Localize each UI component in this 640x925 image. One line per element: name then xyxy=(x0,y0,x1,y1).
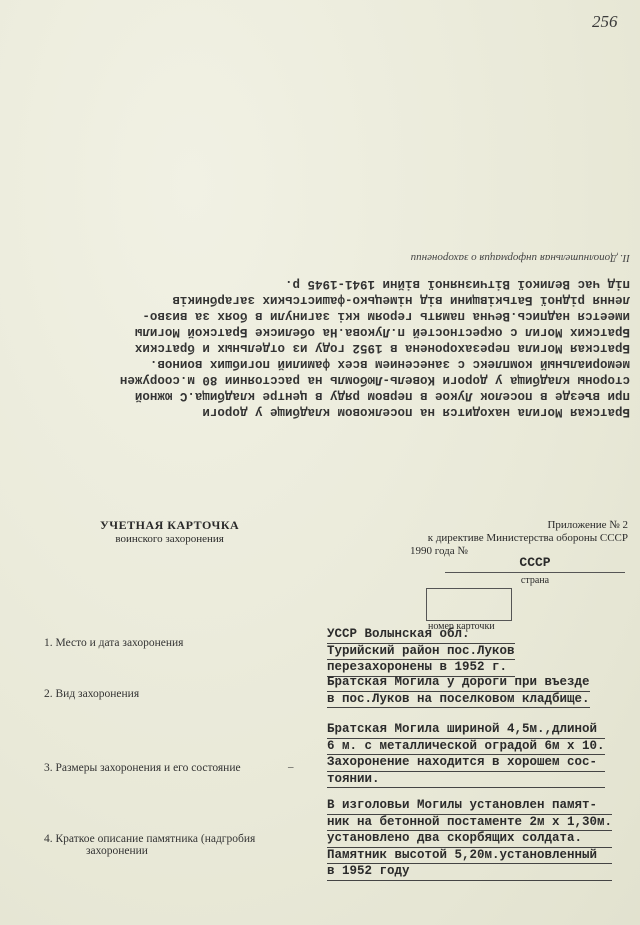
value-line: Турийский район пос.Луков xyxy=(327,644,515,661)
place-date-label: 1. Место и дата захоронения xyxy=(44,637,184,649)
burial-size-value xyxy=(327,722,605,788)
country-value: СССР xyxy=(445,555,625,573)
appendix-note xyxy=(398,519,628,558)
value-line: УССР Волынская обл. xyxy=(327,627,515,644)
reverse-line: Братских Могил с окрестностей п.Лукова.На обелиске Братской Могилы xyxy=(134,325,630,339)
value-line: Братская Могила у дороги при въезде xyxy=(327,675,590,692)
monument-label xyxy=(44,833,314,857)
reverse-line: стороны кладбища у дороги Ковель-Любомль на расстоянии 80 м.сооружен xyxy=(119,373,630,387)
reverse-heading: II. Дополнительная информация о захоронении xyxy=(410,252,630,264)
monument-label-line-1: 4. Краткое описание памятника (надгробия xyxy=(44,833,256,845)
appendix-line-2: к директиве Министерства обороны СССР xyxy=(427,532,628,544)
country-block xyxy=(445,555,625,586)
value-line: тоянии. xyxy=(327,772,605,789)
value-line: 6 м. с металлической оградой 6м х 10. xyxy=(327,739,605,756)
card-title-block xyxy=(100,518,239,545)
reverse-line: имеется надпись.Вечна память героям ккі загинули в боях за визво- xyxy=(142,309,630,323)
value-line: в 1952 году xyxy=(327,864,612,881)
value-line: в пос.Луков на поселковом кладбище. xyxy=(327,692,590,709)
value-line: установлено два скорбящих солдата. xyxy=(327,831,612,848)
reverse-side-text xyxy=(40,250,630,420)
card-number-box xyxy=(426,588,512,621)
value-line: Памятник высотой 5,20м.установленный xyxy=(327,848,612,865)
value-line: Захоронение находится в хорошем сос- xyxy=(327,755,605,772)
country-caption: страна xyxy=(520,574,550,586)
reverse-line: під час Великої Вітчизняної війни 1941-1945 р. xyxy=(284,277,630,291)
place-date-value xyxy=(327,627,515,677)
burial-size-dash: – xyxy=(288,761,294,773)
reverse-line: Братская Могила находится на поселковом кладбище у дороги xyxy=(202,405,630,419)
appendix-line-3: 1990 года № xyxy=(410,545,468,557)
reverse-line: лення рідної Батьківщини від німецько-фашистських загарбників xyxy=(172,293,630,307)
value-line: перезахоронены в 1952 г. xyxy=(327,660,515,677)
reverse-line: при въезде в поселок Лукое в первом ряду в центре кладбища.С южной xyxy=(134,389,630,403)
value-line: Братская Могила шириной 4,5м.,длиной xyxy=(327,722,605,739)
value-line: В изголовьи Могилы установлен памят- xyxy=(327,798,612,815)
appendix-line-1: Приложение № 2 xyxy=(547,519,628,531)
value-line: ник на бетонной постаменте 2м х 1,30м. xyxy=(327,815,612,832)
card-subtitle: воинского захоронения xyxy=(115,533,224,545)
page-number: 256 xyxy=(592,12,618,31)
card-title: УЧЕТНАЯ КАРТОЧКА xyxy=(100,518,240,532)
monument-label-line-2: захоронении xyxy=(86,845,148,857)
burial-type-value xyxy=(327,675,590,708)
monument-value xyxy=(327,798,612,881)
card-number-caption: номер карточки xyxy=(428,621,495,632)
reverse-line: мемориальный комплекс с занесением всех фамилий погибших воинов. xyxy=(149,357,630,371)
reverse-line: Братская Могила перезахоронена в 1952 году из отдельных и братских xyxy=(134,341,630,355)
burial-type-label: 2. Вид захоронения xyxy=(44,688,140,700)
burial-size-label: 3. Размеры захоронения и его состояние xyxy=(44,762,241,774)
